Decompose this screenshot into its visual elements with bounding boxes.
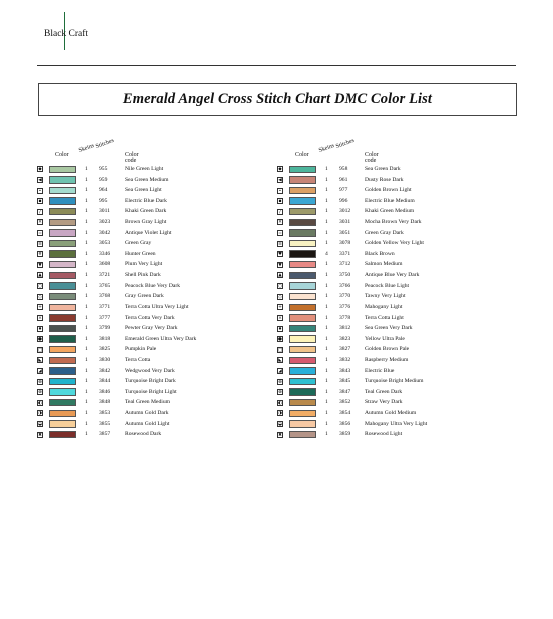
- chart-symbol-icon: /: [37, 209, 43, 215]
- chart-symbol-icon: ▪: [38, 199, 42, 205]
- color-name: Peacock Blue Light: [365, 282, 410, 289]
- chart-symbol-icon: ⊕: [38, 379, 42, 385]
- chart-symbol-icon: ◆: [38, 167, 42, 173]
- chart-symbol-icon: ⊗: [38, 390, 42, 396]
- header-color-code: Color code: [365, 152, 379, 164]
- skeins-count: 1: [85, 399, 88, 406]
- page-title: Emerald Angel Cross Stitch Chart DMC Color List: [122, 91, 433, 107]
- chart-symbol-icon: +: [38, 305, 42, 311]
- skeins-count: 1: [325, 346, 328, 353]
- dmc-code: 3608: [99, 261, 111, 268]
- chart-symbol-icon: ✖: [278, 432, 282, 438]
- skeins-count: 1: [85, 378, 88, 385]
- color-name: Mahogany Light: [365, 303, 403, 310]
- chart-symbol-icon: =: [38, 231, 42, 237]
- color-name: Autumn Gold Medium: [365, 410, 417, 417]
- header-skeins: Skeins: [317, 142, 336, 154]
- skeins-count: 1: [325, 399, 328, 406]
- chart-symbol-icon: ≡: [38, 241, 42, 247]
- dmc-code: 3855: [99, 420, 111, 427]
- skeins-count: 1: [85, 420, 88, 427]
- dmc-code: 3768: [99, 293, 111, 300]
- skeins-count: 1: [325, 388, 328, 395]
- dmc-code: 3765: [99, 282, 111, 289]
- dmc-code: 3770: [339, 293, 351, 300]
- chart-symbol-icon: ◑: [278, 411, 282, 417]
- skeins-count: 1: [325, 410, 328, 417]
- color-swatch: [289, 304, 316, 311]
- color-name: Sea Green Very Dark: [365, 325, 413, 332]
- skeins-count: 1: [85, 431, 88, 438]
- skeins-count: 1: [85, 272, 88, 279]
- dmc-code: 3712: [339, 261, 351, 268]
- skeins-count: 1: [85, 261, 88, 268]
- header-color: Color: [295, 152, 309, 158]
- color-swatch: [49, 388, 76, 395]
- color-swatch: [289, 410, 316, 417]
- color-name: Peacock Blue Very Dark: [125, 282, 181, 289]
- chart-symbol-icon: ◒: [278, 422, 282, 428]
- chart-symbol-icon: #: [38, 252, 42, 258]
- color-swatch: [289, 431, 316, 438]
- color-swatch: [49, 314, 76, 321]
- color-swatch: [49, 187, 76, 194]
- chart-symbol-icon: ♥: [278, 252, 283, 258]
- dmc-code: 958: [339, 166, 348, 172]
- dmc-code: 3812: [339, 325, 351, 332]
- color-name: Tawny Very Light: [365, 293, 406, 300]
- skeins-count: 1: [85, 187, 88, 194]
- color-name: Rosewood Dark: [125, 431, 162, 438]
- color-swatch: [289, 187, 316, 194]
- header-stitches: Stitches: [334, 137, 355, 150]
- color-swatch: [289, 229, 316, 236]
- skeins-count: 1: [85, 250, 88, 257]
- skeins-count: 1: [325, 378, 328, 385]
- chart-symbol-icon: ♦: [38, 326, 43, 332]
- chart-symbol-icon: ◢: [278, 368, 282, 374]
- dmc-code: 3854: [339, 410, 351, 417]
- color-name: Black Brown: [365, 250, 395, 257]
- color-swatch: [49, 229, 76, 236]
- skeins-count: 1: [325, 272, 328, 279]
- skeins-count: 1: [325, 208, 328, 215]
- dmc-code: 3371: [339, 250, 351, 257]
- dmc-code: 3843: [339, 367, 351, 374]
- color-swatch: [49, 357, 76, 364]
- color-name: Green Gray: [125, 240, 152, 247]
- color-name: Teal Green Medium: [125, 399, 170, 406]
- dmc-code: 3346: [99, 250, 111, 257]
- brand-name: Black Craft: [44, 29, 89, 39]
- color-swatch: [49, 378, 76, 385]
- color-name: Plum Very Light: [125, 261, 163, 268]
- chart-symbol-icon: ◐: [38, 400, 42, 406]
- color-swatch: [289, 293, 316, 300]
- color-name: Antique Violet Light: [125, 229, 172, 236]
- dmc-code: 3844: [99, 378, 111, 385]
- chart-symbol-icon: ⊗: [278, 390, 282, 396]
- skeins-count: 1: [85, 197, 88, 204]
- color-name: Terra Cotta Ultra Very Light: [125, 303, 189, 310]
- skeins-count: 1: [85, 410, 88, 417]
- dmc-code: 959: [99, 176, 108, 183]
- color-swatch: [289, 325, 316, 332]
- chart-symbol-icon: •: [278, 188, 282, 194]
- color-swatch: [49, 410, 76, 417]
- color-name: Turquoise Bright Light: [125, 388, 177, 395]
- chart-symbol-icon: ×: [38, 315, 42, 321]
- color-name: Sea Green Medium: [125, 176, 169, 183]
- skeins-count: 1: [85, 303, 88, 310]
- color-name: Turquoise Bright Dark: [125, 378, 176, 385]
- color-name: Rosewood Light: [365, 431, 403, 438]
- color-swatch: [49, 197, 76, 204]
- header-divider: [37, 65, 516, 66]
- skeins-count: 1: [85, 356, 88, 363]
- skeins-count: 1: [85, 240, 88, 247]
- color-swatch: [289, 420, 316, 427]
- color-name: Electric Blue Medium: [365, 197, 415, 204]
- dmc-code: 995: [99, 197, 108, 204]
- dmc-code: 3042: [99, 229, 111, 236]
- chart-symbol-icon: ◀: [278, 178, 282, 183]
- skeins-count: 1: [325, 303, 328, 310]
- dmc-code: 3852: [339, 399, 351, 406]
- chart-symbol-icon: ●: [38, 337, 42, 343]
- chart-symbol-icon: ◐: [278, 400, 282, 406]
- skeins-count: 1: [325, 219, 328, 226]
- dmc-code: 955: [99, 166, 108, 172]
- skeins-count: 1: [325, 431, 328, 438]
- color-swatch: [49, 261, 76, 268]
- dmc-code: 3842: [99, 367, 111, 374]
- dmc-code: 3799: [99, 325, 111, 332]
- color-swatch: [49, 325, 76, 332]
- color-swatch: [289, 250, 316, 257]
- color-name: Terra Cotta Very Dark: [125, 314, 175, 321]
- dmc-code: 3827: [339, 346, 351, 353]
- color-name: Turquoise Bright Medium: [365, 378, 424, 385]
- color-name: Autumn Gold Light: [125, 420, 170, 427]
- chart-symbol-icon: ♦: [278, 326, 283, 332]
- chart-symbol-icon: ◢: [38, 368, 42, 374]
- dmc-code: 3857: [99, 431, 111, 438]
- chart-symbol-icon: ×: [278, 315, 282, 321]
- chart-symbol-icon: ○: [278, 284, 282, 290]
- chart-symbol-icon: ◒: [38, 422, 42, 428]
- skeins-count: 1: [325, 314, 328, 321]
- chart-symbol-icon: ▼: [38, 262, 42, 268]
- chart-symbol-icon: ▪: [278, 199, 282, 205]
- skeins-count: 1: [85, 219, 88, 226]
- dmc-code: 3853: [99, 410, 111, 417]
- chart-symbol-icon: ◇: [38, 294, 42, 300]
- skeins-count: 1: [85, 282, 88, 289]
- header-color: Color: [55, 152, 69, 158]
- skeins-count: 1: [325, 367, 328, 374]
- color-swatch: [49, 304, 76, 311]
- dmc-code: 3856: [339, 420, 351, 427]
- color-swatch: [289, 378, 316, 385]
- skeins-count: 1: [325, 325, 328, 332]
- color-name: Gray Green Dark: [125, 293, 164, 300]
- skeins-count: 1: [85, 166, 88, 172]
- color-name: Emerald Green Ultra Very Dark: [125, 335, 197, 342]
- skeins-count: 1: [85, 208, 88, 215]
- color-swatch: [49, 176, 76, 183]
- chart-symbol-icon: ●: [278, 337, 282, 343]
- dmc-code: 3847: [339, 388, 351, 395]
- color-name: Electric Blue: [365, 367, 395, 374]
- chart-symbol-icon: ▲: [278, 273, 282, 279]
- color-swatch: [49, 346, 76, 353]
- chart-symbol-icon: □: [278, 347, 283, 353]
- color-name: Wedgwood Very Dark: [125, 367, 175, 374]
- chart-symbol-icon: ⊕: [278, 379, 282, 385]
- chart-symbol-icon: •: [38, 188, 42, 194]
- skeins-count: 1: [85, 229, 88, 236]
- dmc-code: 3721: [99, 272, 111, 279]
- dmc-code: 961: [339, 176, 348, 183]
- dmc-code: 3031: [339, 219, 351, 226]
- color-swatch: [289, 166, 316, 173]
- skeins-count: 1: [85, 335, 88, 342]
- color-swatch: [289, 219, 316, 226]
- skeins-count: 1: [325, 197, 328, 204]
- chart-symbol-icon: ◇: [278, 294, 282, 300]
- skeins-count: 1: [85, 293, 88, 300]
- color-swatch: [289, 197, 316, 204]
- chart-symbol-icon: ≡: [278, 241, 282, 247]
- color-swatch: [49, 431, 76, 438]
- color-swatch: [49, 367, 76, 374]
- chart-symbol-icon: ✖: [38, 432, 42, 438]
- dmc-code: 3023: [99, 219, 111, 226]
- color-name: Antique Blue Very Dark: [365, 272, 420, 279]
- chart-symbol-icon: ◣: [278, 358, 282, 364]
- dmc-code: 964: [99, 187, 108, 194]
- color-name: Yellow Ultra Pale: [365, 335, 405, 342]
- dmc-code: 3776: [339, 303, 351, 310]
- color-name: Terra Cotta Light: [365, 314, 404, 321]
- dmc-code: 3859: [339, 431, 351, 438]
- skeins-count: 1: [325, 282, 328, 289]
- brand-logo: [44, 12, 104, 48]
- color-swatch: [289, 282, 316, 289]
- dmc-code: 3832: [339, 356, 351, 363]
- dmc-code: 3823: [339, 335, 351, 342]
- color-name: Teal Green Dark: [365, 388, 403, 395]
- skeins-count: 1: [325, 335, 328, 342]
- color-name: Khaki Green Dark: [125, 208, 167, 215]
- skeins-count: 4: [325, 250, 328, 257]
- color-name: Golden Brown Pale: [365, 346, 410, 353]
- dmc-code: 3778: [339, 314, 351, 321]
- skeins-count: 1: [325, 187, 328, 194]
- color-swatch: [289, 208, 316, 215]
- color-swatch: [49, 208, 76, 215]
- skeins-count: 1: [325, 240, 328, 247]
- color-name: Brown Gray Light: [125, 219, 167, 226]
- chart-symbol-icon: ○: [38, 284, 42, 290]
- color-swatch: [49, 250, 76, 257]
- color-name: Green Gray Dark: [365, 229, 404, 236]
- color-swatch: [289, 176, 316, 183]
- dmc-code: 3750: [339, 272, 351, 279]
- dmc-code: 3848: [99, 399, 111, 406]
- color-swatch: [289, 346, 316, 353]
- color-name: Dusty Rose Dark: [365, 176, 404, 183]
- chart-symbol-icon: ◀: [38, 178, 42, 183]
- color-swatch: [289, 240, 316, 247]
- color-swatch: [49, 335, 76, 342]
- header-skeins: Skeins: [77, 142, 96, 154]
- skeins-count: 1: [325, 166, 328, 172]
- color-swatch: [289, 261, 316, 268]
- dmc-code: 3766: [339, 282, 351, 289]
- dmc-code: 3011: [99, 208, 110, 215]
- dmc-code: 3777: [99, 314, 111, 321]
- skeins-count: 1: [325, 420, 328, 427]
- color-name: Nile Green Light: [125, 166, 164, 172]
- skeins-count: 1: [325, 356, 328, 363]
- color-swatch: [289, 272, 316, 279]
- color-swatch: [49, 420, 76, 427]
- color-name: Raspberry Medium: [365, 356, 409, 363]
- color-name: Sea Green Light: [125, 187, 162, 194]
- chart-symbol-icon: ◆: [278, 167, 282, 173]
- dmc-code: 3051: [339, 229, 351, 236]
- header-stitches: Stitches: [94, 137, 115, 150]
- chart-symbol-icon: ▼: [278, 262, 282, 268]
- color-swatch: [49, 240, 76, 247]
- dmc-code: 3053: [99, 240, 111, 247]
- skeins-count: 1: [85, 314, 88, 321]
- chart-symbol-icon: ✕: [38, 220, 42, 226]
- color-swatch: [49, 282, 76, 289]
- color-swatch: [289, 388, 316, 395]
- skeins-count: 1: [85, 176, 88, 183]
- dmc-code: 3771: [99, 303, 111, 310]
- skeins-count: 1: [325, 229, 328, 236]
- dmc-code: 3078: [339, 240, 351, 247]
- color-swatch: [289, 399, 316, 406]
- color-name: Electric Blue Dark: [125, 197, 167, 204]
- dmc-code: 3845: [339, 378, 351, 385]
- dmc-code: 3830: [99, 356, 111, 363]
- color-name: Shell Pink Dark: [125, 272, 161, 279]
- title-box: [38, 83, 517, 116]
- chart-symbol-icon: /: [277, 209, 283, 215]
- color-name: Pewter Gray Very Dark: [125, 325, 178, 332]
- color-name: Hunter Green: [125, 250, 156, 257]
- color-name: Mocha Brown Very Dark: [365, 219, 422, 226]
- dmc-code: 977: [339, 187, 348, 194]
- color-name: Golden Yellow Very Light: [365, 240, 424, 247]
- color-name: Mahogany Ultra Very Light: [365, 420, 428, 427]
- chart-symbol-icon: +: [278, 305, 282, 311]
- color-name: Salmon Medium: [365, 261, 403, 268]
- color-name: Straw Very Dark: [365, 399, 403, 406]
- color-swatch: [49, 272, 76, 279]
- dmc-code: 996: [339, 197, 348, 204]
- dmc-code: 3846: [99, 388, 111, 395]
- color-name: Pumpkin Pale: [125, 346, 157, 353]
- chart-symbol-icon: =: [278, 231, 282, 237]
- color-swatch: [289, 314, 316, 321]
- chart-symbol-icon: □: [38, 347, 43, 353]
- chart-symbol-icon: ▲: [38, 273, 42, 279]
- chart-symbol-icon: ◣: [38, 358, 42, 364]
- header-color-code: Color code: [125, 152, 139, 164]
- skeins-count: 1: [325, 176, 328, 183]
- color-name: Golden Brown Light: [365, 187, 412, 194]
- color-name: Khaki Green Medium: [365, 208, 415, 215]
- dmc-code: 3825: [99, 346, 111, 353]
- color-swatch: [49, 399, 76, 406]
- color-swatch: [289, 357, 316, 364]
- chart-symbol-icon: ◑: [38, 411, 42, 417]
- color-name: Autumn Gold Dark: [125, 410, 169, 417]
- color-swatch: [289, 367, 316, 374]
- color-swatch: [49, 166, 76, 173]
- color-swatch: [49, 219, 76, 226]
- skeins-count: 1: [85, 325, 88, 332]
- chart-symbol-icon: ✕: [278, 220, 282, 226]
- skeins-count: 1: [325, 293, 328, 300]
- dmc-code: 3818: [99, 335, 111, 342]
- skeins-count: 1: [85, 388, 88, 395]
- skeins-count: 1: [85, 346, 88, 353]
- dmc-code: 3012: [339, 208, 351, 215]
- color-name: Terra Cotta: [125, 356, 151, 363]
- color-swatch: [289, 335, 316, 342]
- skeins-count: 1: [325, 261, 328, 268]
- skeins-count: 1: [85, 367, 88, 374]
- color-name: Sea Green Dark: [365, 166, 401, 172]
- color-swatch: [49, 293, 76, 300]
